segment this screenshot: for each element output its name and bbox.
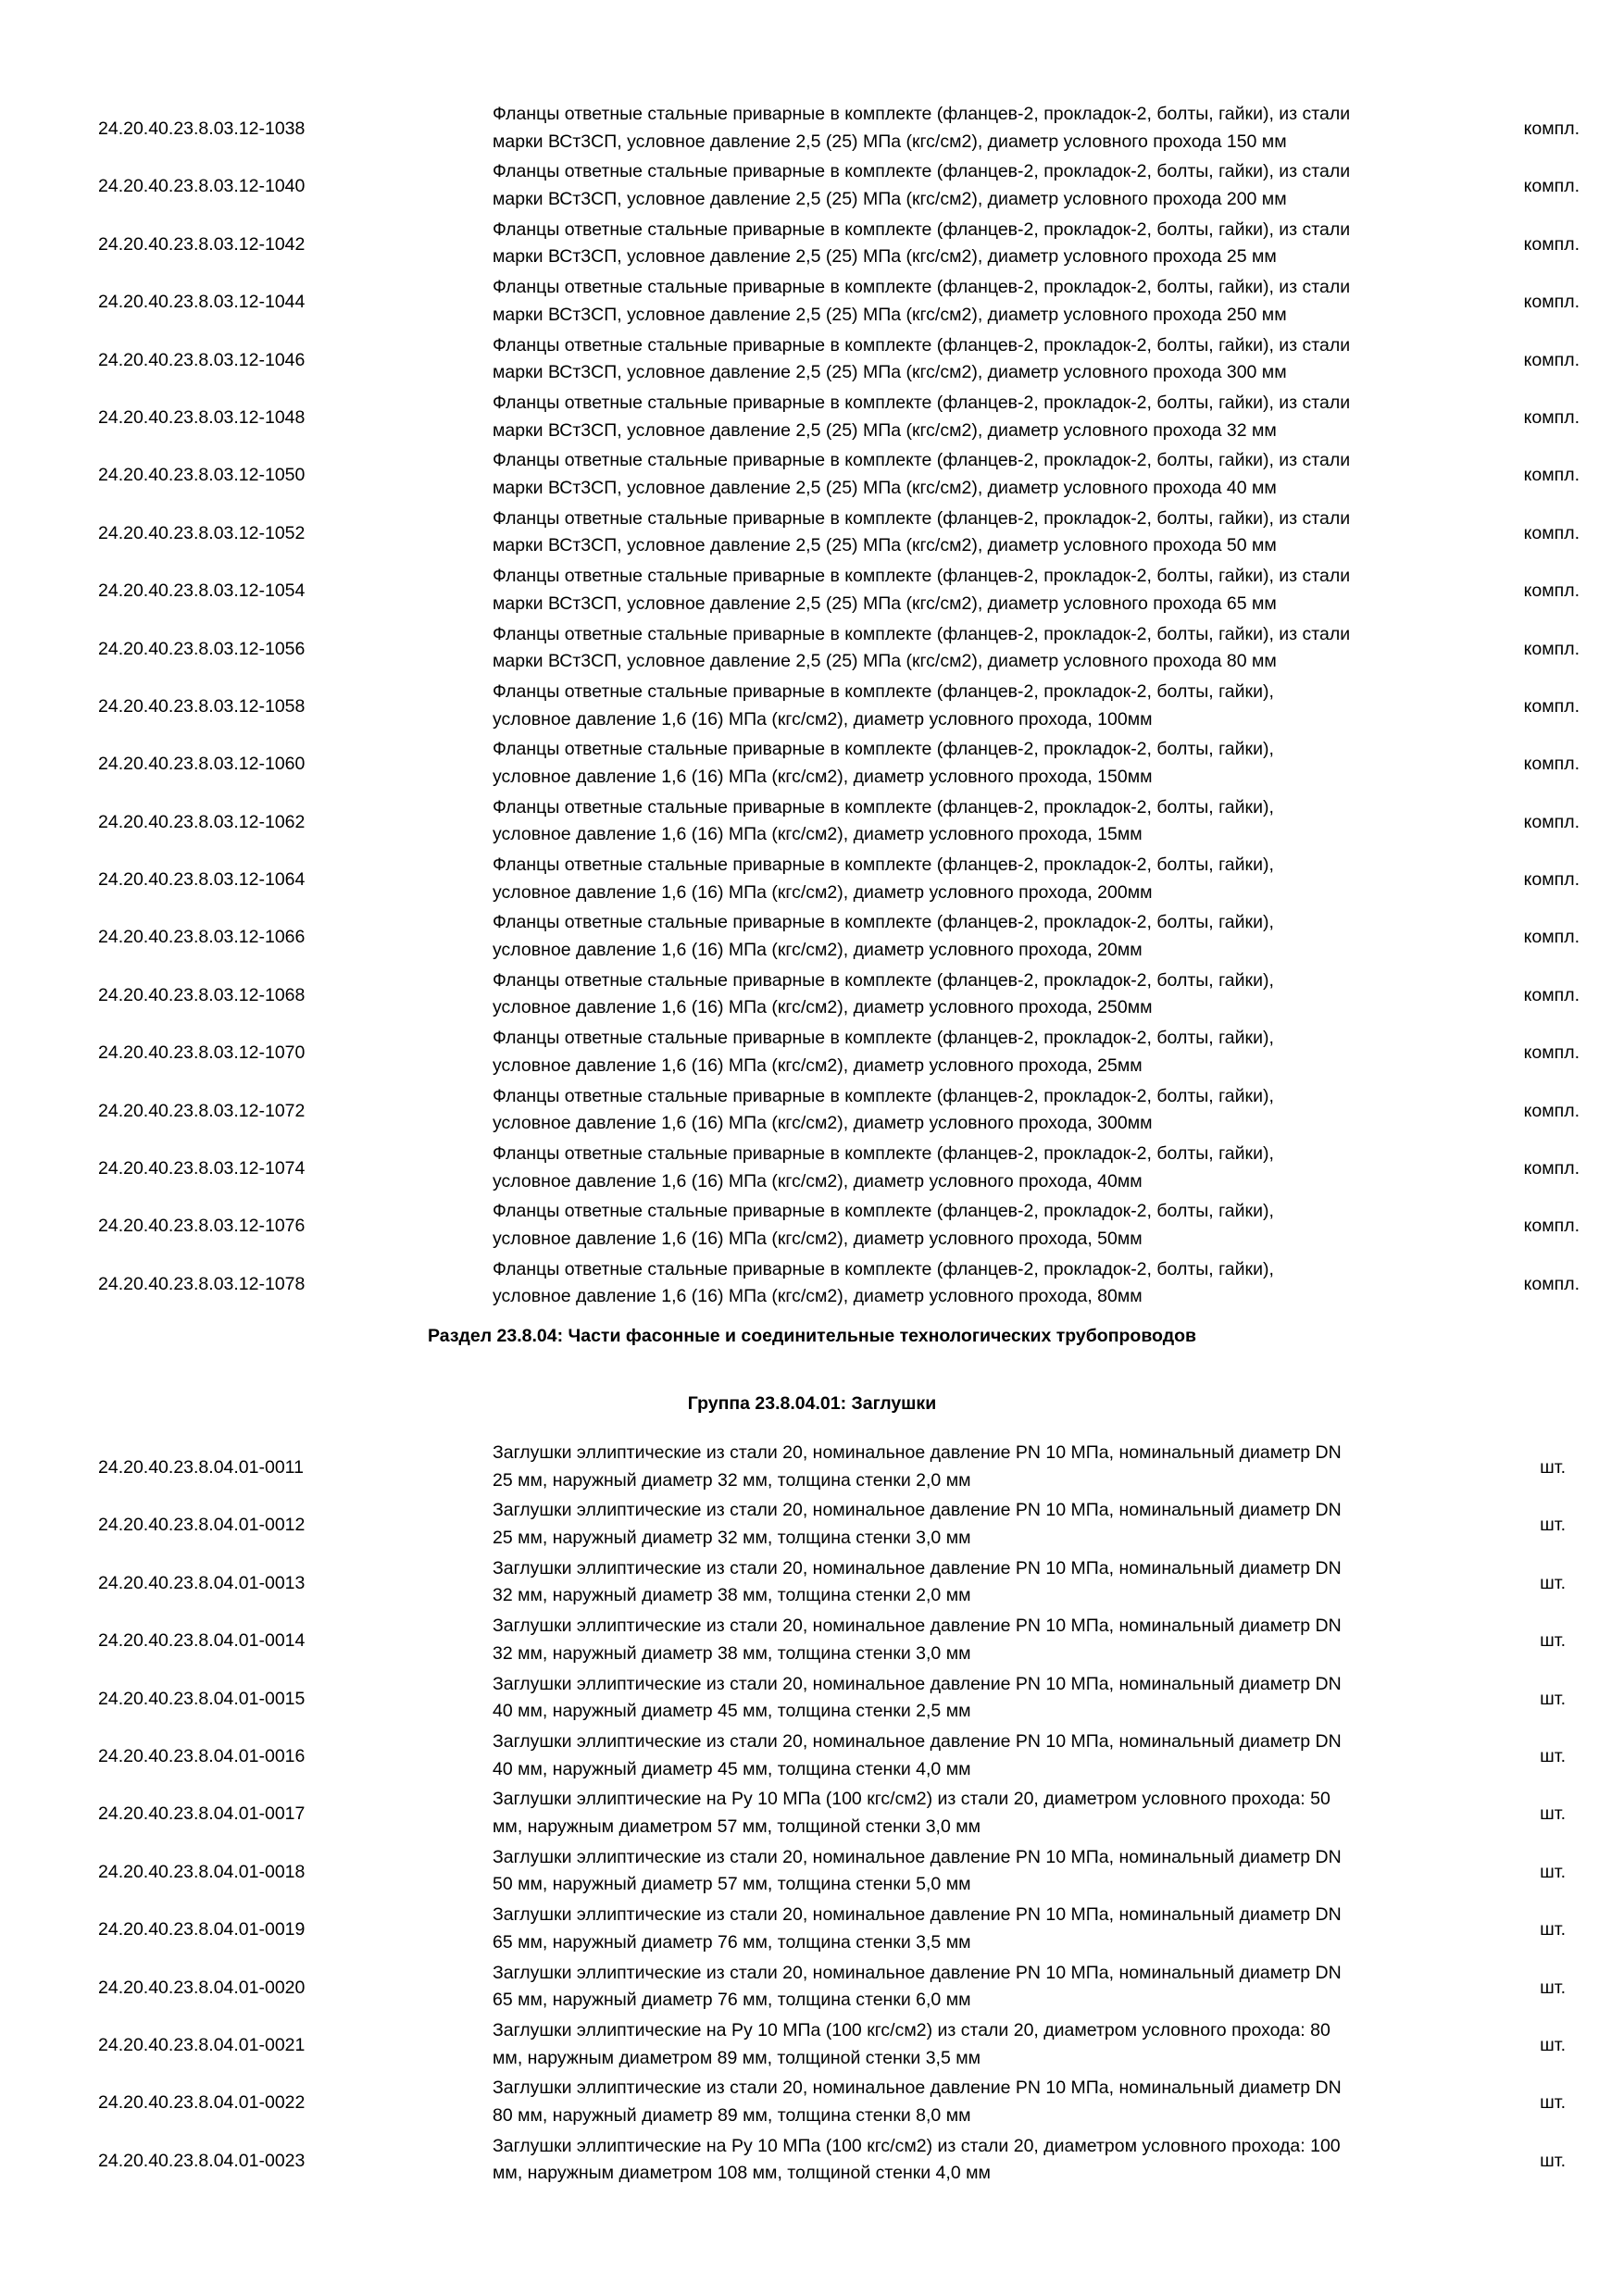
section-title: Раздел 23.8.04: Части фасонные и соединительные технологических трубопроводов bbox=[428, 1326, 1196, 1346]
description-line: Фланцы ответные стальные приварные в комплекте (фланцев-2, прокладок-2, болты, гайки), bbox=[493, 739, 1274, 760]
description-line: условное давление 1,6 (16) МПа (кгс/см2), диаметр условного прохода, 50мм bbox=[493, 1229, 1143, 1250]
table-row bbox=[0, 157, 1624, 215]
table-row bbox=[0, 216, 1624, 273]
item-code: 24.20.40.23.8.03.12-1074 bbox=[98, 1158, 306, 1179]
item-unit: шт. bbox=[1540, 1457, 1566, 1478]
item-description bbox=[493, 390, 1474, 444]
item-description bbox=[493, 217, 1474, 271]
description-line: марки ВСт3СП, условное давление 2,5 (25) МПа (кгс/см2), диаметр условного прохода 80 мм bbox=[493, 651, 1277, 672]
table-row bbox=[0, 851, 1624, 908]
description-line: марки ВСт3СП, условное давление 2,5 (25) МПа (кгс/см2), диаметр условного прохода 25 мм bbox=[493, 246, 1277, 268]
item-code: 24.20.40.23.8.03.12-1038 bbox=[98, 119, 306, 139]
item-code: 24.20.40.23.8.03.12-1042 bbox=[98, 233, 306, 255]
description-line: Фланцы ответные стальные приварные в комплекте (фланцев-2, прокладок-2, болты, гайки), bbox=[493, 1085, 1274, 1106]
item-code: 24.20.40.23.8.03.12-1068 bbox=[98, 984, 306, 1005]
description-line: Фланцы ответные стальные приварные в комплекте (фланцев-2, прокладок-2, болты, гайки), из стали bbox=[493, 334, 1351, 356]
description-line: Заглушки эллиптические из стали 20, номинальное давление PN 10 МПа, номинальный диаметр DN bbox=[493, 1557, 1342, 1578]
description-line: Фланцы ответные стальные приварные в комплекте (фланцев-2, прокладок-2, болты, гайки), bbox=[493, 1143, 1274, 1165]
item-description bbox=[493, 1960, 1474, 2015]
description-line: Фланцы ответные стальные приварные в комплекте (фланцев-2, прокладок-2, болты, гайки), из стали bbox=[493, 277, 1351, 298]
item-unit: шт. bbox=[1540, 1688, 1566, 1709]
item-code: 24.20.40.23.8.04.01-0013 bbox=[98, 1572, 306, 1593]
table-row bbox=[0, 505, 1624, 562]
item-unit: компл. bbox=[1523, 811, 1580, 832]
description-line: условное давление 1,6 (16) МПа (кгс/см2), диаметр условного прохода, 200мм bbox=[493, 881, 1153, 903]
description-line: Фланцы ответные стальные приварные в комплекте (фланцев-2, прокладок-2, болты, гайки), из стали bbox=[493, 450, 1351, 471]
table-row bbox=[0, 1785, 1624, 1842]
description-line: Фланцы ответные стальные приварные в комплекте (фланцев-2, прокладок-2, болты, гайки), bbox=[493, 1028, 1274, 1049]
item-description bbox=[493, 274, 1474, 329]
description-line: мм, наружным диаметром 89 мм, толщиной стенки 3,5 мм bbox=[493, 2047, 981, 2068]
table-row bbox=[0, 1554, 1624, 1612]
description-line: мм, наружным диаметром 108 мм, толщиной стенки 4,0 мм bbox=[493, 2163, 991, 2184]
item-unit: компл. bbox=[1523, 754, 1580, 775]
description-line: Заглушки эллиптические на Ру 10 МПа (100 кгс/см2) из стали 20, диаметром условного прохода: 50 bbox=[493, 1789, 1330, 1810]
description-line: Заглушки эллиптические из стали 20, номинальное давление PN 10 МПа, номинальный диаметр DN bbox=[493, 1442, 1342, 1463]
table-row bbox=[0, 2074, 1624, 2131]
table-row bbox=[0, 1728, 1624, 1785]
item-unit: компл. bbox=[1523, 233, 1580, 255]
item-unit: компл. bbox=[1523, 927, 1580, 948]
description-line: Фланцы ответные стальные приварные в комплекте (фланцев-2, прокладок-2, болты, гайки), из стали bbox=[493, 161, 1351, 182]
item-unit: компл. bbox=[1523, 984, 1580, 1005]
description-line: Заглушки эллиптические из стали 20, номинальное давление PN 10 МПа, номинальный диаметр DN bbox=[493, 1673, 1342, 1694]
description-line: Фланцы ответные стальные приварные в комплекте (фланцев-2, прокладок-2, болты, гайки), из стали bbox=[493, 507, 1351, 529]
item-unit: шт. bbox=[1540, 1977, 1566, 1998]
description-line: Фланцы ответные стальные приварные в комплекте (фланцев-2, прокладок-2, болты, гайки), из стали bbox=[493, 218, 1351, 240]
description-line: Заглушки эллиптические на Ру 10 МПа (100 кгс/см2) из стали 20, диаметром условного прохода: 100 bbox=[493, 2135, 1341, 2156]
table-row bbox=[0, 1612, 1624, 1669]
table-row bbox=[0, 1843, 1624, 1901]
description-line: Заглушки эллиптические из стали 20, номинальное давление PN 10 МПа, номинальный диаметр DN bbox=[493, 1846, 1342, 1867]
item-code: 24.20.40.23.8.03.12-1062 bbox=[98, 811, 306, 832]
item-description bbox=[493, 101, 1474, 156]
item-unit: шт. bbox=[1540, 2034, 1566, 2055]
description-line: Заглушки эллиптические из стали 20, номинальное давление PN 10 МПа, номинальный диаметр DN bbox=[493, 1616, 1342, 1637]
item-unit: компл. bbox=[1523, 1216, 1580, 1237]
item-unit: шт. bbox=[1540, 2092, 1566, 2114]
item-unit: компл. bbox=[1523, 695, 1580, 717]
item-description bbox=[493, 679, 1474, 733]
description-line: 25 мм, наружный диаметр 32 мм, толщина стенки 2,0 мм bbox=[493, 1469, 971, 1491]
description-line: Фланцы ответные стальные приварные в комплекте (фланцев-2, прокладок-2, болты, гайки), из стали bbox=[493, 392, 1351, 413]
item-description bbox=[493, 1083, 1474, 1138]
item-description bbox=[493, 1844, 1474, 1899]
item-code: 24.20.40.23.8.03.12-1060 bbox=[98, 754, 306, 775]
description-line: условное давление 1,6 (16) МПа (кгс/см2), диаметр условного прохода, 25мм bbox=[493, 1054, 1143, 1076]
description-line: условное давление 1,6 (16) МПа (кгс/см2), диаметр условного прохода, 40мм bbox=[493, 1170, 1143, 1192]
description-line: Заглушки эллиптические из стали 20, номинальное давление PN 10 МПа, номинальный диаметр DN bbox=[493, 1500, 1342, 1521]
item-code: 24.20.40.23.8.04.01-0017 bbox=[98, 1803, 306, 1825]
item-unit: шт. bbox=[1540, 2150, 1566, 2171]
table-row bbox=[0, 1197, 1624, 1254]
item-unit: компл. bbox=[1523, 522, 1580, 543]
description-line: Фланцы ответные стальные приварные в комплекте (фланцев-2, прокладок-2, болты, гайки), bbox=[493, 680, 1274, 702]
description-line: Заглушки эллиптические из стали 20, номинальное давление PN 10 МПа, номинальный диаметр DN bbox=[493, 1904, 1342, 1926]
item-description bbox=[493, 447, 1474, 502]
table-row bbox=[0, 735, 1624, 792]
description-line: 65 мм, наружный диаметр 76 мм, толщина стенки 6,0 мм bbox=[493, 1990, 971, 2011]
item-unit: шт. bbox=[1540, 1745, 1566, 1766]
description-line: марки ВСт3СП, условное давление 2,5 (25) МПа (кгс/см2), диаметр условного прохода 150 мм bbox=[493, 131, 1287, 152]
description-line: Заглушки эллиптические из стали 20, номинальное давление PN 10 МПа, номинальный диаметр DN bbox=[493, 1962, 1342, 1983]
item-unit: шт. bbox=[1540, 1919, 1566, 1940]
item-description bbox=[493, 2075, 1474, 2129]
description-line: условное давление 1,6 (16) МПа (кгс/см2), диаметр условного прохода, 250мм bbox=[493, 997, 1153, 1018]
description-line: 32 мм, наружный диаметр 38 мм, толщина стенки 3,0 мм bbox=[493, 1642, 971, 1664]
item-description bbox=[493, 1728, 1474, 1783]
item-code: 24.20.40.23.8.04.01-0021 bbox=[98, 2034, 306, 2055]
description-line: Фланцы ответные стальные приварные в комплекте (фланцев-2, прокладок-2, болты, гайки), bbox=[493, 1201, 1274, 1222]
item-description bbox=[493, 852, 1474, 906]
item-code: 24.20.40.23.8.03.12-1052 bbox=[98, 522, 306, 543]
item-description bbox=[493, 1497, 1474, 1552]
item-description bbox=[493, 158, 1474, 213]
table-row bbox=[0, 1439, 1624, 1496]
description-line: Фланцы ответные стальные приварные в комплекте (фланцев-2, прокладок-2, болты, гайки), bbox=[493, 912, 1274, 933]
item-description bbox=[493, 1902, 1474, 1956]
description-line: марки ВСт3СП, условное давление 2,5 (25) МПа (кгс/см2), диаметр условного прохода 200 мм bbox=[493, 188, 1287, 209]
description-line: Фланцы ответные стальные приварные в комплекте (фланцев-2, прокладок-2, болты, гайки), bbox=[493, 1258, 1274, 1279]
item-code: 24.20.40.23.8.03.12-1040 bbox=[98, 176, 306, 197]
item-unit: компл. bbox=[1523, 580, 1580, 602]
item-description bbox=[493, 1440, 1474, 1494]
item-description bbox=[493, 2017, 1474, 2072]
item-description bbox=[493, 967, 1474, 1022]
table-row bbox=[0, 1024, 1624, 1081]
item-description bbox=[493, 794, 1474, 849]
item-description bbox=[493, 909, 1474, 964]
flanges-table bbox=[0, 100, 1624, 1313]
description-line: марки ВСт3СП, условное давление 2,5 (25) МПа (кгс/см2), диаметр условного прохода 32 мм bbox=[493, 419, 1277, 441]
description-line: 25 мм, наружный диаметр 32 мм, толщина стенки 3,0 мм bbox=[493, 1527, 971, 1548]
item-description bbox=[493, 563, 1474, 618]
description-line: 32 мм, наружный диаметр 38 мм, толщина стенки 2,0 мм bbox=[493, 1585, 971, 1606]
item-description bbox=[493, 2133, 1474, 2188]
table-row bbox=[0, 1901, 1624, 1958]
table-row bbox=[0, 678, 1624, 735]
item-code: 24.20.40.23.8.04.01-0014 bbox=[98, 1630, 306, 1652]
description-line: марки ВСт3СП, условное давление 2,5 (25) МПа (кгс/см2), диаметр условного прохода 65 мм bbox=[493, 593, 1277, 614]
item-unit: шт. bbox=[1540, 1515, 1566, 1536]
item-unit: компл. bbox=[1523, 119, 1580, 139]
description-line: условное давление 1,6 (16) МПа (кгс/см2), диаметр условного прохода, 100мм bbox=[493, 708, 1153, 730]
description-line: Фланцы ответные стальные приварные в комплекте (фланцев-2, прокладок-2, болты, гайки), из стали bbox=[493, 104, 1351, 124]
description-line: условное давление 1,6 (16) МПа (кгс/см2), диаметр условного прохода, 20мм bbox=[493, 940, 1143, 961]
table-row bbox=[0, 273, 1624, 331]
table-row bbox=[0, 908, 1624, 966]
item-code: 24.20.40.23.8.04.01-0016 bbox=[98, 1745, 306, 1766]
table-row bbox=[0, 446, 1624, 504]
item-description bbox=[493, 1555, 1474, 1610]
item-code: 24.20.40.23.8.03.12-1046 bbox=[98, 349, 306, 370]
item-unit: компл. bbox=[1523, 465, 1580, 486]
table-row bbox=[0, 1496, 1624, 1554]
item-unit: компл. bbox=[1523, 1158, 1580, 1179]
description-line: 80 мм, наружный диаметр 89 мм, толщина стенки 8,0 мм bbox=[493, 2104, 971, 2126]
item-code: 24.20.40.23.8.04.01-0012 bbox=[98, 1515, 306, 1536]
group-title: Группа 23.8.04.01: Заглушки bbox=[687, 1393, 937, 1414]
table-row bbox=[0, 1670, 1624, 1728]
table-row bbox=[0, 1255, 1624, 1313]
item-code: 24.20.40.23.8.03.12-1064 bbox=[98, 869, 306, 891]
item-code: 24.20.40.23.8.03.12-1076 bbox=[98, 1216, 306, 1237]
table-row bbox=[0, 389, 1624, 446]
table-row bbox=[0, 1082, 1624, 1140]
item-unit: компл. bbox=[1523, 638, 1580, 659]
item-code: 24.20.40.23.8.04.01-0023 bbox=[98, 2150, 306, 2171]
description-line: Заглушки эллиптические из стали 20, номинальное давление PN 10 МПа, номинальный диаметр DN bbox=[493, 2078, 1342, 2099]
item-code: 24.20.40.23.8.03.12-1050 bbox=[98, 465, 306, 486]
item-unit: шт. bbox=[1540, 1803, 1566, 1825]
item-unit: компл. bbox=[1523, 1042, 1580, 1064]
description-line: мм, наружным диаметром 57 мм, толщиной стенки 3,0 мм bbox=[493, 1816, 981, 1837]
table-row bbox=[0, 793, 1624, 851]
table-row bbox=[0, 967, 1624, 1024]
item-unit: компл. bbox=[1523, 176, 1580, 197]
description-line: условное давление 1,6 (16) МПа (кгс/см2), диаметр условного прохода, 15мм bbox=[493, 824, 1143, 845]
description-line: Заглушки эллиптические на Ру 10 МПа (100 кгс/см2) из стали 20, диаметром условного прохода: 80 bbox=[493, 2019, 1330, 2040]
item-unit: компл. bbox=[1523, 349, 1580, 370]
item-unit: шт. bbox=[1540, 1861, 1566, 1882]
description-line: марки ВСт3СП, условное давление 2,5 (25) МПа (кгс/см2), диаметр условного прохода 250 мм bbox=[493, 304, 1287, 325]
item-code: 24.20.40.23.8.03.12-1070 bbox=[98, 1042, 306, 1064]
item-unit: шт. bbox=[1540, 1572, 1566, 1593]
item-description bbox=[493, 1141, 1474, 1195]
item-code: 24.20.40.23.8.03.12-1048 bbox=[98, 406, 306, 428]
item-code: 24.20.40.23.8.03.12-1078 bbox=[98, 1273, 306, 1294]
description-line: 40 мм, наружный диаметр 45 мм, толщина стенки 4,0 мм bbox=[493, 1758, 971, 1779]
description-line: 50 мм, наружный диаметр 57 мм, толщина стенки 5,0 мм bbox=[493, 1874, 971, 1895]
item-unit: компл. bbox=[1523, 292, 1580, 313]
item-description bbox=[493, 332, 1474, 387]
item-code: 24.20.40.23.8.03.12-1066 bbox=[98, 927, 306, 948]
item-code: 24.20.40.23.8.04.01-0019 bbox=[98, 1919, 306, 1940]
item-code: 24.20.40.23.8.03.12-1072 bbox=[98, 1100, 306, 1121]
item-code: 24.20.40.23.8.03.12-1044 bbox=[98, 292, 306, 313]
description-line: марки ВСт3СП, условное давление 2,5 (25) МПа (кгс/см2), диаметр условного прохода 40 мм bbox=[493, 477, 1277, 498]
item-code: 24.20.40.23.8.03.12-1058 bbox=[98, 695, 306, 717]
item-unit: компл. bbox=[1523, 406, 1580, 428]
table-row bbox=[0, 100, 1624, 157]
description-line: Фланцы ответные стальные приварные в комплекте (фланцев-2, прокладок-2, болты, гайки), из стали bbox=[493, 623, 1351, 644]
table-row bbox=[0, 620, 1624, 678]
description-line: условное давление 1,6 (16) МПа (кгс/см2), диаметр условного прохода, 80мм bbox=[493, 1286, 1143, 1307]
item-description bbox=[493, 736, 1474, 791]
description-line: марки ВСт3СП, условное давление 2,5 (25) МПа (кгс/см2), диаметр условного прохода 50 мм bbox=[493, 535, 1277, 556]
table-row bbox=[0, 1959, 1624, 2016]
item-unit: компл. bbox=[1523, 869, 1580, 891]
description-line: марки ВСт3СП, условное давление 2,5 (25) МПа (кгс/см2), диаметр условного прохода 300 мм bbox=[493, 362, 1287, 383]
description-line: 40 мм, наружный диаметр 45 мм, толщина стенки 2,5 мм bbox=[493, 1701, 971, 1722]
item-description bbox=[493, 1613, 1474, 1667]
item-description bbox=[493, 1025, 1474, 1079]
item-code: 24.20.40.23.8.03.12-1054 bbox=[98, 580, 306, 602]
plugs-table bbox=[0, 1439, 1624, 2190]
item-unit: компл. bbox=[1523, 1100, 1580, 1121]
table-row bbox=[0, 562, 1624, 619]
description-line: Фланцы ответные стальные приварные в комплекте (фланцев-2, прокладок-2, болты, гайки), bbox=[493, 969, 1274, 991]
item-code: 24.20.40.23.8.03.12-1056 bbox=[98, 638, 306, 659]
description-line: 65 мм, наружный диаметр 76 мм, толщина стенки 3,5 мм bbox=[493, 1931, 971, 1953]
table-row bbox=[0, 331, 1624, 389]
description-line: условное давление 1,6 (16) МПа (кгс/см2), диаметр условного прохода, 150мм bbox=[493, 766, 1153, 787]
item-code: 24.20.40.23.8.04.01-0011 bbox=[98, 1457, 304, 1478]
table-row bbox=[0, 1140, 1624, 1197]
item-code: 24.20.40.23.8.04.01-0020 bbox=[98, 1977, 306, 1998]
item-unit: компл. bbox=[1523, 1273, 1580, 1294]
description-line: Фланцы ответные стальные приварные в комплекте (фланцев-2, прокладок-2, болты, гайки), bbox=[493, 796, 1274, 817]
item-code: 24.20.40.23.8.04.01-0022 bbox=[98, 2092, 306, 2114]
item-description bbox=[493, 505, 1474, 560]
item-description bbox=[493, 1786, 1474, 1841]
description-line: Фланцы ответные стальные приварные в комплекте (фланцев-2, прокладок-2, болты, гайки), bbox=[493, 855, 1274, 876]
description-line: Заглушки эллиптические из стали 20, номинальное давление PN 10 МПа, номинальный диаметр DN bbox=[493, 1730, 1342, 1752]
description-line: Фланцы ответные стальные приварные в комплекте (фланцев-2, прокладок-2, болты, гайки), из стали bbox=[493, 566, 1351, 587]
item-unit: шт. bbox=[1540, 1630, 1566, 1652]
item-code: 24.20.40.23.8.04.01-0018 bbox=[98, 1861, 306, 1882]
description-line: условное давление 1,6 (16) МПа (кгс/см2), диаметр условного прохода, 300мм bbox=[493, 1113, 1153, 1134]
item-code: 24.20.40.23.8.04.01-0015 bbox=[98, 1688, 306, 1709]
table-row bbox=[0, 2132, 1624, 2190]
table-row bbox=[0, 2016, 1624, 2074]
item-description bbox=[493, 621, 1474, 676]
item-description bbox=[493, 1256, 1474, 1311]
item-description bbox=[493, 1671, 1474, 1726]
item-description bbox=[493, 1198, 1474, 1253]
